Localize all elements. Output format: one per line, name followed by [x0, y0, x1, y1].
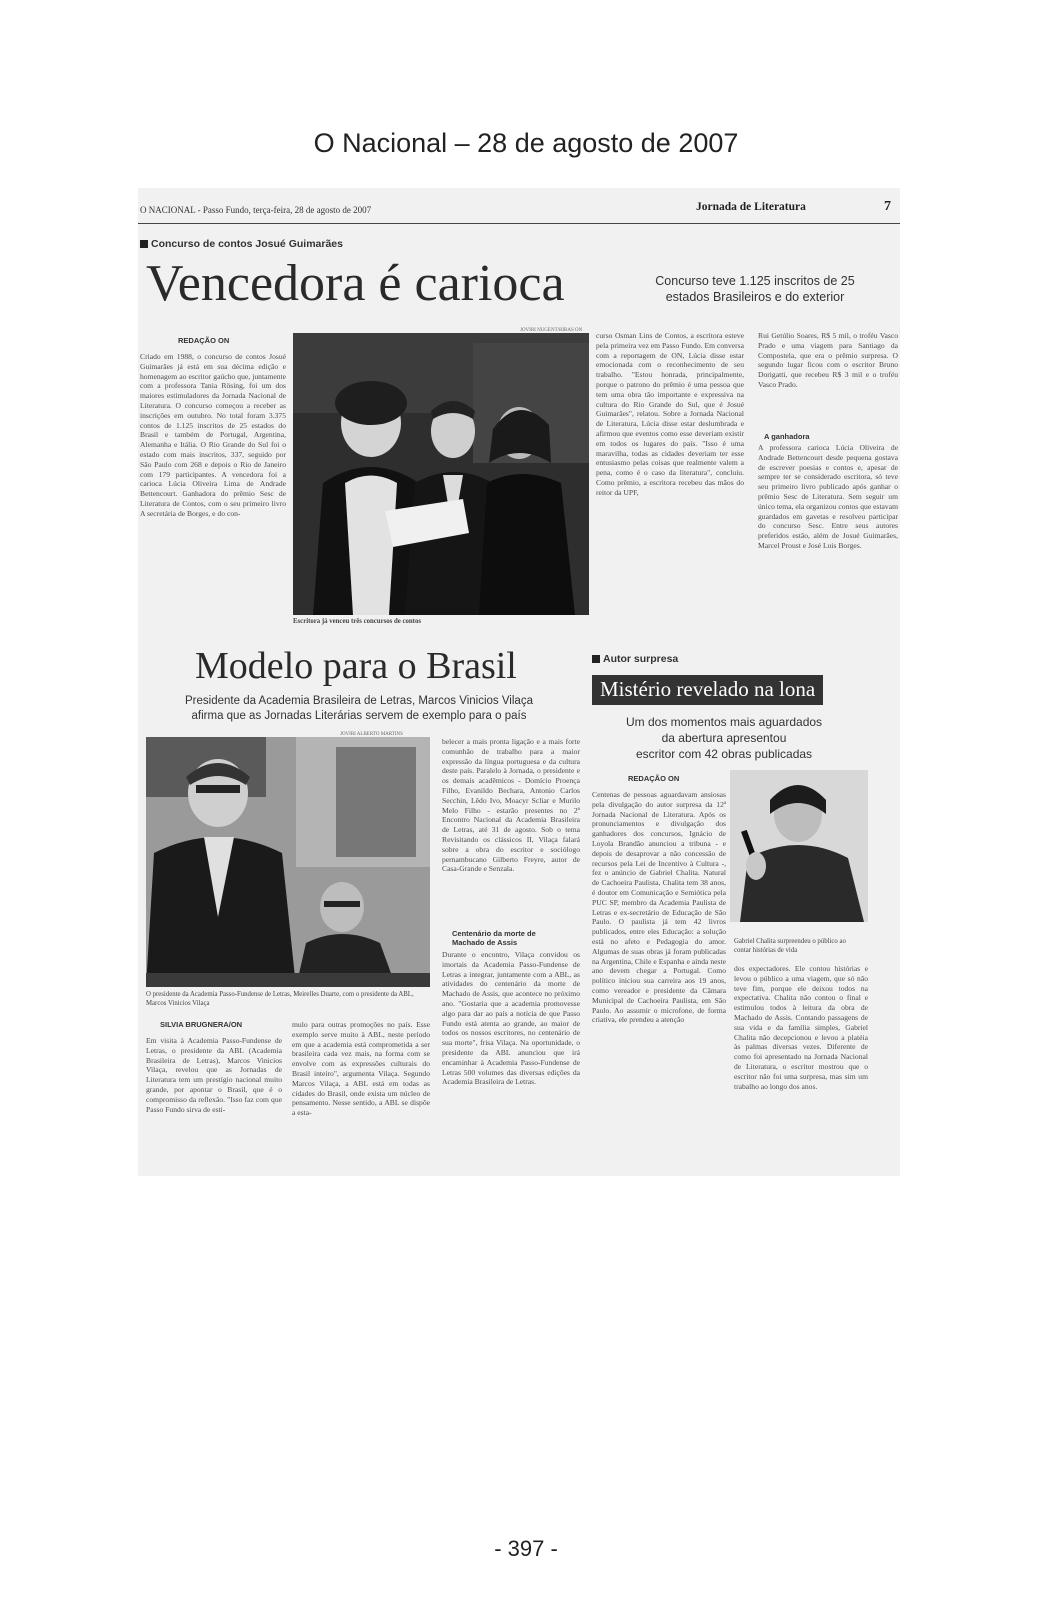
article1-column-3a: Rui Getúlio Soares, R$ 5 mil, o troféu Vasco Prado e uma viagem para Santiago da Compostela, que era o prêmio surpresa. O segundo lugar ficou com o escritor Bruno Dorigatti, que recebeu R$ 3 mil e o troféu Vasco Prado.	[758, 331, 898, 389]
bullet-square-icon	[592, 655, 600, 663]
article2-section-head: Centenário da morte de Machado de Assis	[452, 929, 536, 947]
page-number: - 397 -	[494, 1536, 558, 1561]
section-name: Jornada de Literatura	[696, 201, 806, 213]
gabriel-chalita-photo	[730, 770, 868, 922]
article1-photo-caption: Escritora já venceu três concursos de contos	[293, 618, 421, 625]
article1-column-1: Criado em 1988, o concurso de contos Josué Guimarães já está em sua décima edição e homenagem ao escritor gaúcho que, juntamente com a professora Tania Rösing, foi um dos maiores estimuladores da Jornada Nacional de Literatura. O concurso começou a receber as inscrições em outubro. No total foram 3.375 contos de 1.125 inscritos de 25 estados do Brasil e também de Portugal, Argentina, Alemanha e Itália. O Rio Grande do Sul foi o estado com mais inscritos, 337, seguido por São Paulo com 268 e depois o Rio de Janeiro com 179 participantes. A vencedora foi a carioca Lúcia Oliveira Lima de Andrade Bettencourt. Ganhadora do prêmio Sesc de Literatura de Contos, com o seu primeiro livro A secretária de Borges, e do con-	[140, 352, 286, 518]
speaker-microphone-illustration	[730, 770, 868, 922]
academy-president-photo	[146, 737, 430, 987]
article1-photo-credit: JOVIRI NUGENT/RIBAS ON	[520, 328, 583, 333]
bullet-square-icon	[140, 240, 148, 248]
article1-byline: REDAÇÃO ON	[178, 336, 230, 345]
award-ceremony-photo	[293, 333, 589, 615]
document-title: O Nacional – 28 de agosto de 2007	[313, 128, 739, 158]
article2-column-3a: belecer a mais pronta ligação e a mais forte comunhão de trabalho para a maior expressão da língua portuguesa e da cultura deste país. Paralelo à Jornada, o presidente e os demais acadêmicos - Domício Proença Filho, Evanildo Bechara, Antonio Carlos Secchin, Lêdo Ivo, Moacyr Scliar e Murilo Melo Filho - estarão presentes no 2º Encontro Nacional da Academia Brasileira de Letras, até 31 de agosto. Sob o tema Revisitando os clássicos II, Vilaça falará sobre a obra do escritor e sociólogo pernambucano Gilberto Freyre, autor de Casa-Grande e Senzala.	[442, 737, 580, 874]
award-ceremony-illustration	[293, 333, 589, 615]
article2-photo-credit: JOVIRI ALBERTO MARTINS	[340, 732, 403, 737]
article2-byline: SILVIA BRUGNERA/ON	[160, 1020, 243, 1029]
article3-kicker: Autor surpresa	[592, 653, 678, 665]
article2-column-2: mulo para outras promoções no país. Esse exemplo serve muito à ABL, neste período em que a academia está comprometida a ser brasileira cada vez mais, na forma com se envolve com as expressões culturais do Brasil inteiro", argumenta Vilaça. Segundo Marcos Vilaça, a ABL está em todas as cidades do Brasil, onde exista um núcleo de pensamento. Nesse sentido, a ABL se dispõe a esta-	[292, 1020, 430, 1118]
article3-column-1: Centenas de pessoas aguardavam ansiosas pela divulgação do autor surpresa da 12ª Jornada Nacional de Literatura. Após os pronunciamentos e divulgação dos ganhadores dos concursos, Ignácio de Loyola Brandão anunciou a tribuna - e depois de desaprovar a não concessão de recursos pela Lei de Incentivo à Cultura -, fez o anúncio de Gabriel Chalita. Natural de Cachoeira Paulista, Chalita tem 38 anos, é doutor em Comunicação e Semiótica pela PUC SP, membro da Academia Paulista de Letras e ex-secretário de Educação de São Paulo. O paulista já tem 42 livros publicados, entre eles Educação: a solução está no afeto e Pedagogia do amor. Algumas de suas obras já foram publicadas na Argentina, Chile e Espanha e ainda neste ano devem chegar a Portugal. Como político iniciou sua carreira aos 19 anos, como vereador e presidente da Câmara Municipal de Cachoeira Paulista, em São Paulo. Ao assumir o microfone, de forma criativa, ele prendeu a atenção	[592, 790, 726, 1025]
article1-column-3b: A professora carioca Lúcia Oliveira de Andrade Bettencourt desde pequena gostava de escrever poesias e contos e, apesar de sempre ter se considerado escritora, só teve seu primeiro livro publicado após ganhar o prêmio Sesc de Literatura. Sem seguir um único tema, ela organizou contos que estavam guardados em gavetas e resolveu participar do concurso Sesc. Entre seus autores preferidos estão, além de Josué Guimarães, Marcel Proust e José Luis Borges.	[758, 443, 898, 550]
article2-headline: Modelo para o Brasil	[195, 645, 517, 687]
article3-banner: Mistério revelado na lona	[592, 675, 823, 705]
article2-subhead-1: Presidente da Academia Brasileira de Letras, Marcos Vinicios Vilaça	[185, 695, 533, 707]
academy-president-illustration	[146, 737, 430, 987]
article3-subhead-2: da abertura apresentou	[661, 731, 787, 745]
article3-byline: REDAÇÃO ON	[628, 774, 680, 783]
article1-subhead: Concurso teve 1.125 inscritos de 25 estados Brasileiros e do exterior	[655, 274, 855, 304]
article2-subhead-2: afirma que as Jornadas Literárias servem de exemplo para o país	[191, 710, 527, 722]
article3-photo-caption: Gabriel Chalita surpreendeu o público ao contar histórias de vida	[734, 938, 846, 954]
article1-kicker: Concurso de contos Josué Guimarães	[140, 238, 343, 250]
article2-photo-caption: O presidente da Academia Passo-Fundense de Letras, Meirelles Duarte, com o presidente da ABL, Marcos Vinicios Vilaça	[146, 991, 414, 1007]
masthead: O NACIONAL - Passo Fundo, terça-feira, 28 de agosto de 2007	[140, 205, 372, 215]
article3-column-2: dos expectadores. Ele contou histórias e levou o público a uma viagem, que só não teve fim, porque ele deixou todos na expectativa. Chalita não contou o final e estimulou todos à leitura da obra de Machado de Assis. Contando passagens de sua vida e da família simples, Gabriel Chalita não decepcionou e levou a platéia às palmas diversas vezes. Diferente de como foi apresentado na Jornada Nacional de Literatura, o escritor mostrou que o escritor não foi uma surpresa, mas sim um trabalho ao longo dos anos.	[734, 964, 868, 1091]
article2-column-1: Em visita à Academia Passo-Fundense de Letras, o presidente da ABL (Academia Brasileira de Letras), Marcos Vinicios Vilaça, revelou que as Jornadas de Literatura tem um prestígio nacional muito grande, por apontar o Brasil, que é o compromisso da reflexão. "Isso faz com que Passo Fundo sirva de esti-	[146, 1036, 282, 1114]
article3-subhead-1: Um dos momentos mais aguardados	[625, 715, 823, 729]
article1-column-2: curso Osman Lins de Contos, a escritora esteve pela primeira vez em Passo Fundo. Em conversa com a reportagem de ON, Lúcia disse estar emocionada com o reconhecimento de seu trabalho. "Estou honrada, principalmente, porque o patrono do prêmio é uma pessoa que tem uma obra tão importante e expressiva na cultura do Rio Grande do Sul, que é Josué Guimarães", relatou. Sobre a Jornada Nacional de Literatura, Lúcia disse estar deslumbrada e afirmou que eventos como esse deveriam existir em todos os lugares do país. "Isso é uma maravilha, todas as cidades deveriam ter esse entusiasmo pelas coisas que realmente valem a pena, como é o caso da literatura", concluiu. Como prêmio, a escritora recebeu das mãos do reitor da UPF,	[596, 331, 744, 497]
article3-subhead-3: escritor com 42 obras publicadas	[635, 747, 813, 761]
article2-column-3b: Durante o encontro, Vilaça convidou os imortais da Academia Passo-Fundense de Letras a integrar, juntamente com a ABL, as atividades do centenário da morte de Machado de Assis, que acontece no próximo ano. "Gostaria que a academia promovesse algo para dar ao país a notícia de que Passo Fundo está atenta ao grande, ao maior de todos os nossos escritores, no centenário de sua morte", frisa Vilaça. Na oportunidade, o presidente da ABL anunciou que irá encaminhar à Academia Passo-Fundense de Letras 500 volumes das diversas edições da Academia Brasileira de Letras.	[442, 950, 580, 1087]
masthead-rule	[138, 223, 900, 224]
article1-headline: Vencedora é carioca	[146, 255, 565, 312]
article1-section-head: A ganhadora	[764, 432, 810, 441]
newspaper-page-number: 7	[884, 199, 891, 214]
